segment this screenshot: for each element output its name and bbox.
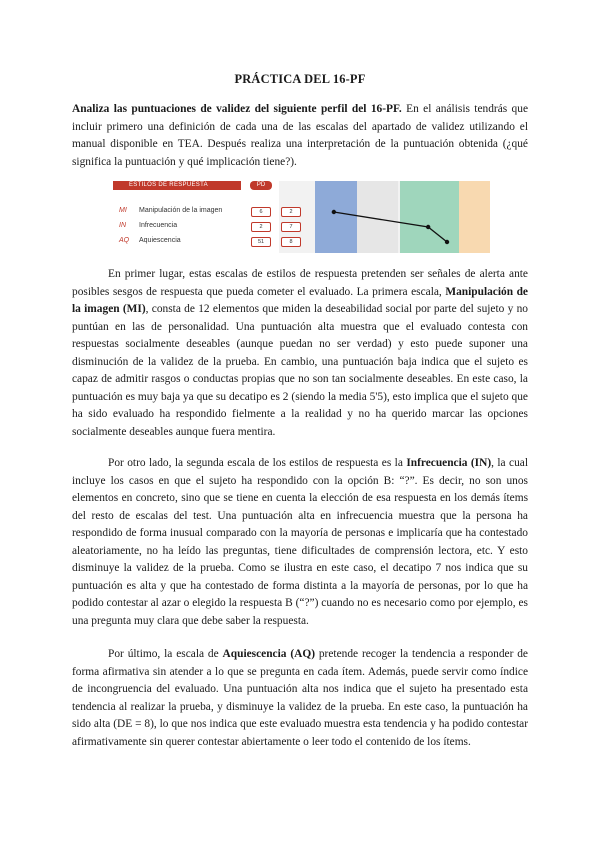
row-pd-mi: 6 <box>251 207 271 217</box>
intro-bold: Analiza las puntuaciones de validez del siguiente perfil del 16-PF. <box>72 103 402 115</box>
intro-text: En el análisis tendrás que incluir primero una definición de cada una de las escalas del apartado de validez utilizando el manual disponible en TEA. Después realiza una interpretación de la puntuación obtenida (¿qué significa la puntuación y qué implicación tiene?). <box>72 103 529 168</box>
row-pd-aq: 51 <box>251 237 271 247</box>
profile-point-in <box>426 225 430 229</box>
row-code-aq: AQ <box>119 237 130 244</box>
p1-bold: Manipulación de la imagen (MI) <box>72 285 528 316</box>
intro-paragraph <box>72 101 528 171</box>
row-code-in: IN <box>119 222 126 229</box>
p3-text-b: pretende recoger la tendencia a responder de forma afirmativa sin atender a lo que se pregunta en cada ítem. Además, puede servir como índice de incongruencia del evaluado. Una puntuación alta nos indica que el sujeto ha presentado esta tendencia al realizar la prueba, y disminuye la validez de la prueba. En este caso, la puntuación ha sido alta (DE = 8), lo que nos indica que este evaluado muestra esta tendencia y ha podido contestar afirmativamente sin querer contestar abiertamente o leer todo el contenido de los ítems. <box>72 648 528 748</box>
document-title: PRÁCTICA DEL 16-PF <box>234 72 366 86</box>
row-label-mi: Manipulación de la imagen <box>139 207 223 214</box>
validity-profile-figure <box>113 181 490 253</box>
p2-text-a: Por otro lado, la segunda escala de los estilos de respuesta es la <box>108 457 407 469</box>
profile-point-mi <box>332 210 336 214</box>
p1-text-b: , consta de 12 elementos que miden la deseabilidad social por parte del sujeto y no puntúan en las de personalidad. Una puntuación alta muestra que el evaluado contesta con respuestas socialmente deseables (aunque puedan no ser verdad) y esto puede suponer una disminución de la validez de la prueba. En cambio, una puntuación baja indica que el sujeto es capaz de admitir rasgos o conductas propias que no son tan socialmente deseables. En este caso, la puntuación es muy baja ya que su decatipo es 2 (siendo la media 5'5), esto implica que el sujeto que ha sido evaluado ha respondido fielmente a la realidad y no ha querido marcar las opciones socialmente deseables aunque fuera mentira. <box>72 303 528 438</box>
paragraph-in <box>72 455 528 630</box>
row-label-in: Infrecuencia <box>139 222 178 229</box>
row-pd-in: 2 <box>251 222 271 232</box>
profile-line-plot <box>279 181 490 253</box>
column-header-pd: PD <box>250 181 272 190</box>
row-de-in: 7 <box>281 222 301 232</box>
row-de-mi: 2 <box>281 207 301 217</box>
p2-text-b: , la cual incluye los casos en que el sujeto ha respondido con la opción B: “?”. Es decir, no son unos elementos en concreto, sino que se tiene en cuenta la elección de esa respuesta en los demás ítems del resto de escalas del test. Una puntuación alta en infrecuencia muestra que la persona ha respondido de forma inusual comparado con la mayoría de personas e implicaría que ha contestado aleatoriamente, no ha leído las preguntas, tiene dificultades de comprensión lectora, etc. Y esto disminuye la validez de la prueba. Como se ilustra en este caso, el decatipo 7 nos indica que su puntuación es alta y que ha contestado de forma distinta a la mayoría de personas, por lo que ha podido contestar al azar o elegido la respuesta B (“?”) cuando no es necesario como por ejemplo, es una pregunta muy clara que debe saber la respuesta. <box>72 457 528 627</box>
p3-bold: Aquiescencia (AQ) <box>222 648 315 660</box>
row-code-mi: MI <box>119 207 127 214</box>
paragraph-aq <box>72 646 528 751</box>
figure-header: ESTILOS DE RESPUESTA <box>113 181 241 190</box>
paragraph-mi <box>72 266 528 441</box>
p2-bold: Infrecuencia (IN) <box>406 457 492 469</box>
profile-point-aq <box>445 240 449 244</box>
row-label-aq: Aquiescencia <box>139 237 181 244</box>
row-de-aq: 8 <box>281 237 301 247</box>
p1-text-a: En primer lugar, estas escalas de estilos de respuesta pretenden ser señales de alerta ante posibles sesgos de respuesta que pueda cometer el evaluado. La primera escala, <box>72 268 528 298</box>
p3-text-a: Por último, la escala de <box>108 648 223 660</box>
